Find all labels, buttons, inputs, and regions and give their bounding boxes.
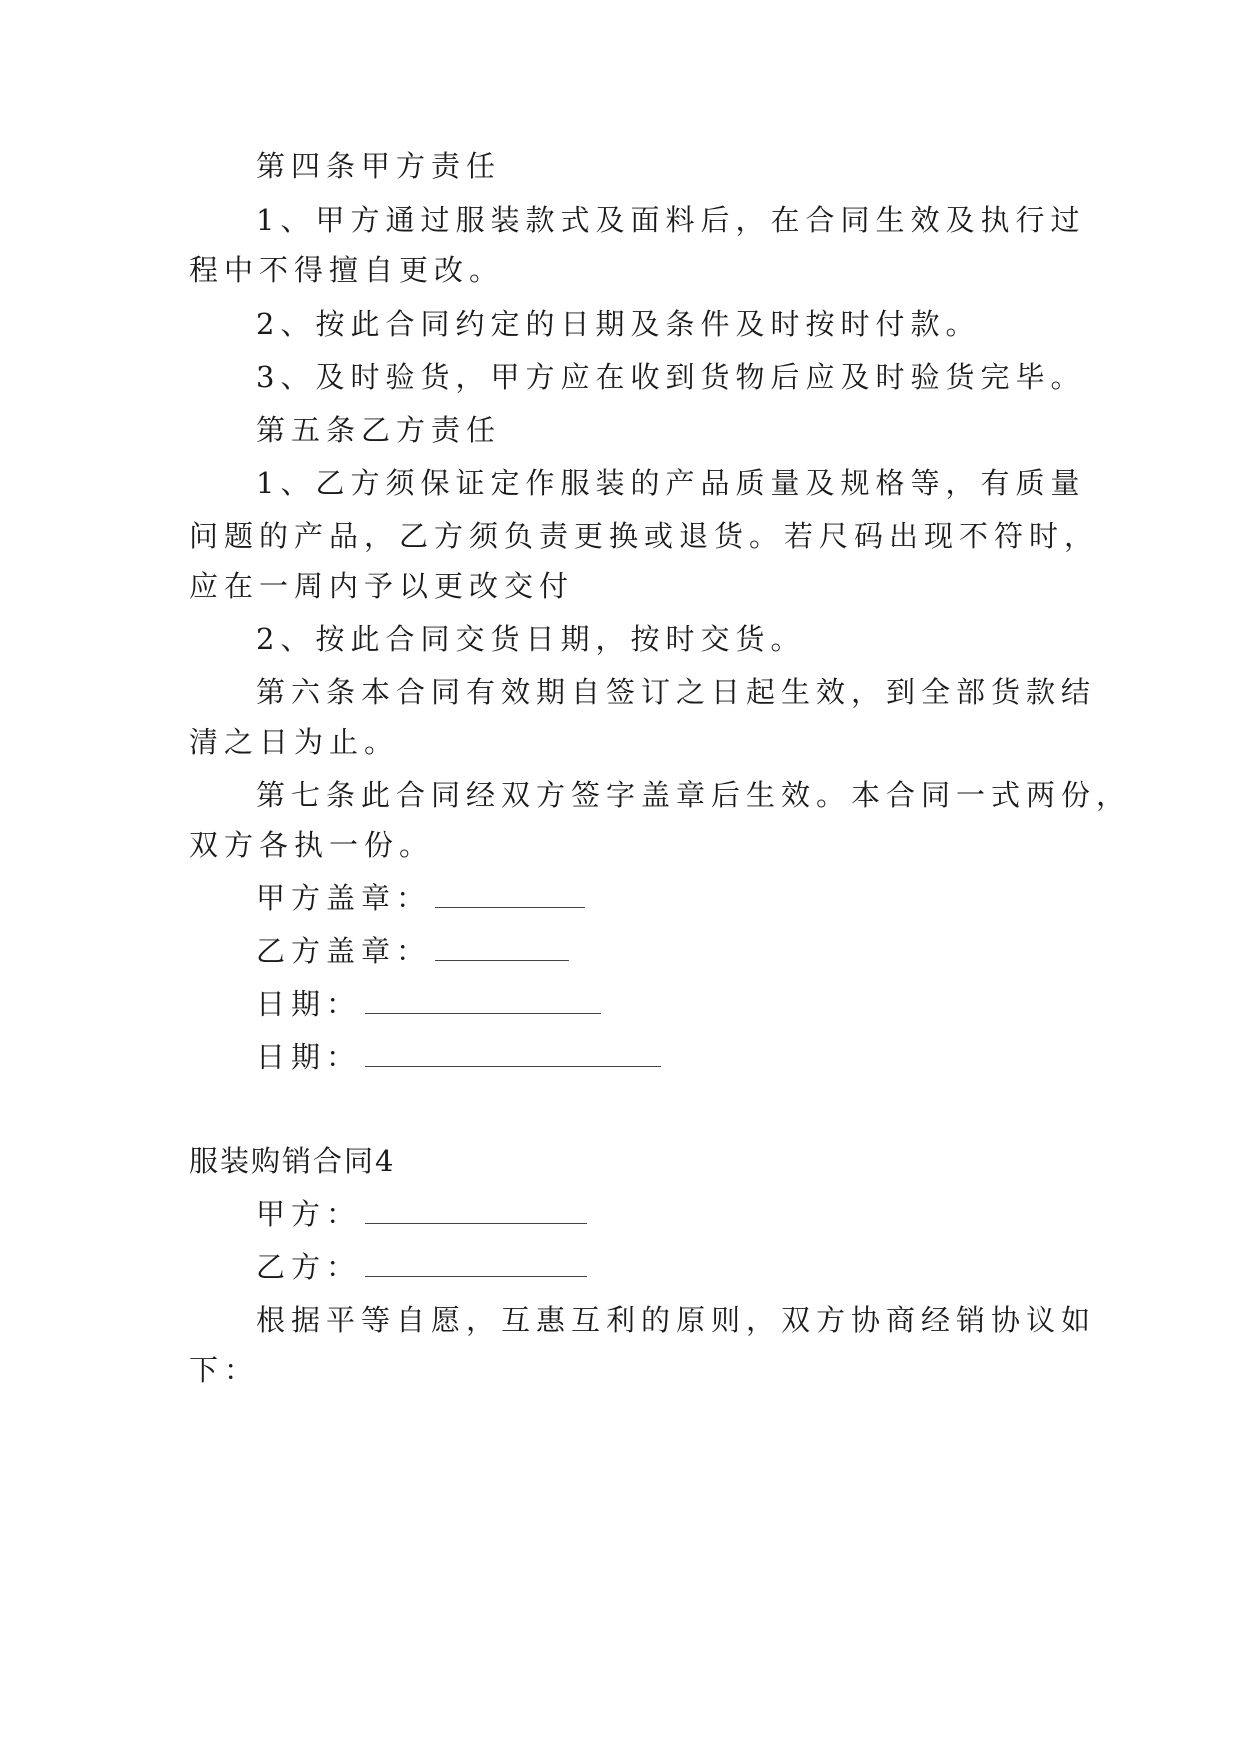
paragraph-line: 清之日为止。 [189,725,400,759]
party-b-blank[interactable] [365,1254,587,1277]
paragraph-line: 1、乙方须保证定作服装的产品质量及规格等，有质量 [256,466,1086,500]
date-blank-1[interactable] [365,991,601,1014]
party-b-label: 乙方： [256,1250,362,1284]
paragraph-line: 双方各执一份。 [189,828,435,862]
party-b-line [256,1247,587,1287]
article-6-line: 第六条本合同有效期自签订之日起生效，到全部货款结 [256,675,1097,709]
paragraph-line: 2、按此合同约定的日期及条件及时按时付款。 [256,307,981,341]
party-a-seal-blank[interactable] [435,885,585,908]
paragraph-line: 程中不得擅自更改。 [189,253,505,287]
party-a-seal-label: 甲方盖章： [256,881,432,915]
date-blank-2[interactable] [365,1044,661,1067]
intro-line: 根据平等自愿，互惠互利的原则，双方协商经销协议如 [256,1303,1097,1337]
party-b-seal-line [256,931,569,971]
party-a-blank[interactable] [365,1201,587,1224]
party-a-line [256,1194,587,1234]
paragraph-line: 问题的产品，乙方须负责更换或退货。若尺码出现不符时， [189,519,1100,553]
article-4-heading: 第四条甲方责任 [256,149,502,183]
party-a-label: 甲方： [256,1197,362,1231]
paragraph-line: 2、按此合同交货日期，按时交货。 [256,622,806,656]
party-b-seal-blank[interactable] [435,938,569,961]
paragraph-line: 应在一周内予以更改交付 [189,569,575,603]
date-line-1 [256,984,601,1024]
intro-line: 下： [189,1353,260,1387]
party-a-seal-line [256,878,585,918]
date-label-2: 日期： [256,1040,362,1074]
article-7-line: 第七条此合同经双方签字盖章后生效。本合同一式两份， [256,778,1132,812]
party-b-seal-label: 乙方盖章： [256,934,432,968]
date-line-2 [256,1037,661,1077]
paragraph-line: 3、及时验货，甲方应在收到货物后应及时验货完毕。 [256,360,1086,394]
article-5-heading: 第五条乙方责任 [256,413,502,447]
contract-4-title: 服装购销合同4 [189,1144,396,1178]
paragraph-line: 1、甲方通过服装款式及面料后，在合同生效及执行过 [256,203,1086,237]
date-label-1: 日期： [256,987,362,1021]
